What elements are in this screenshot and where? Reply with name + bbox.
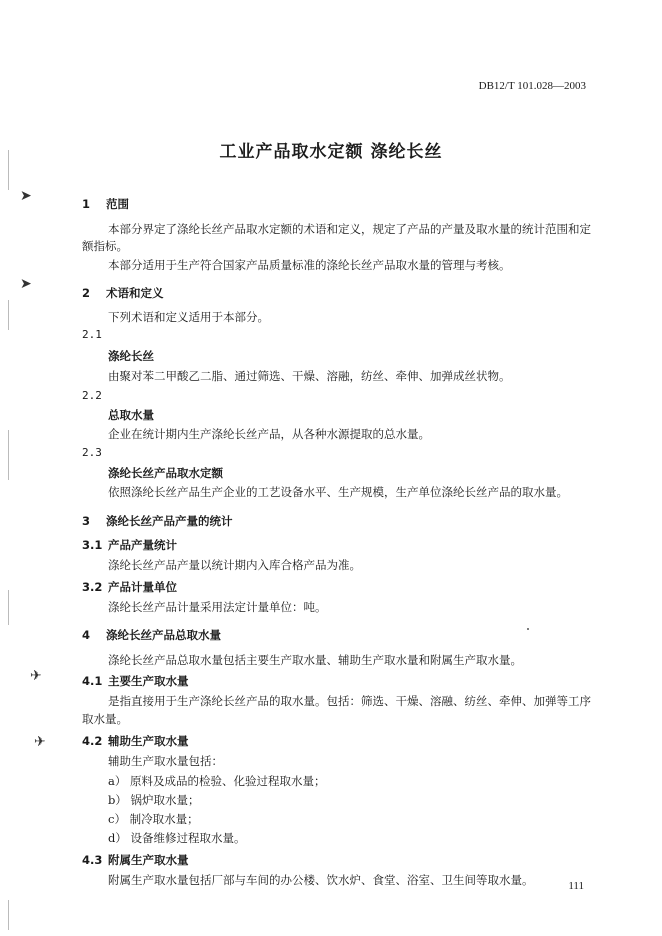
subsection-number: 2.3 [82, 446, 102, 459]
paragraph: 下列术语和定义适用于本部分。 [108, 310, 269, 324]
list-item-label: a） [108, 774, 127, 788]
section-4-heading [82, 627, 221, 643]
subsection-title: 辅助生产取水量 [108, 734, 189, 748]
section-title: 术语和定义 [106, 286, 164, 300]
paragraph-continuation: 额指标。 [82, 239, 128, 253]
scan-edge-line [8, 590, 9, 625]
term-definition: 企业在统计期内生产涤纶长丝产品，从各种水源提取的总水量。 [108, 427, 430, 441]
page-number: 111 [568, 880, 584, 892]
subsection-number: 3.2 [82, 580, 103, 594]
section-number: 3 [82, 514, 91, 528]
margin-mark-icon: ➤ [20, 188, 32, 204]
term-name: 涤纶长丝 [108, 349, 154, 363]
subsection-number: 3.1 [82, 538, 103, 552]
list-item-text: 原料及成品的检验、化验过程取水量； [130, 774, 326, 788]
speck-mark [527, 628, 529, 630]
list-item [108, 773, 326, 789]
paragraph: 本部分适用于生产符合国家产品质量标准的涤纶长丝产品取水量的管理与考核。 [108, 258, 511, 272]
margin-mark-icon: ✈ [30, 668, 42, 684]
section-1-heading [82, 196, 129, 212]
margin-mark-icon: ➤ [20, 276, 32, 292]
term-definition: 依照涤纶长丝产品生产企业的工艺设备水平、生产规模，生产单位涤纶长丝产品的取水量。 [108, 485, 568, 499]
paragraph: 涤纶长丝产品总取水量包括主要生产取水量、辅助生产取水量和附属生产取水量。 [108, 653, 522, 667]
subsection-number: 2.1 [82, 328, 102, 341]
term-name: 总取水量 [108, 408, 154, 422]
list-item [108, 830, 246, 846]
scan-edge-line [8, 430, 9, 480]
subsection-number: 2.2 [82, 389, 102, 402]
standard-number: DB12/T 101.028—2003 [478, 80, 586, 92]
section-title: 范围 [106, 197, 129, 211]
subsection-number: 4.3 [82, 853, 103, 867]
section-number: 1 [82, 197, 91, 211]
list-item [108, 811, 199, 827]
paragraph: 涤纶长丝产品产量以统计期内入库合格产品为准。 [108, 558, 361, 572]
paragraph: 附属生产取水量包括厂部与车间的办公楼、饮水炉、食堂、浴室、卫生间等取水量。 [108, 873, 534, 887]
section-number: 4 [82, 628, 91, 642]
list-item [108, 792, 200, 808]
list-item-text: 锅炉取水量； [130, 793, 200, 807]
section-3-heading [82, 513, 233, 529]
page-title: 工业产品取水定额 涤纶长丝 [219, 142, 443, 162]
subsection-heading [82, 852, 189, 868]
section-2-heading [82, 285, 164, 301]
paragraph: 涤纶长丝产品计量采用法定计量单位：吨。 [108, 600, 327, 614]
subsection-title: 产品计量单位 [108, 580, 177, 594]
subsection-heading [82, 537, 177, 553]
paragraph: 本部分界定了涤纶长丝产品取水定额的术语和定义，规定了产品的产量及取水量的统计范围和定 [108, 222, 591, 236]
subsection-number: 4.2 [82, 734, 103, 748]
term-definition: 由聚对苯二甲酸乙二脂、通过筛选、干燥、溶融，纺丝、牵伸、加弹成丝状物。 [108, 369, 511, 383]
subsection-title: 附属生产取水量 [108, 853, 189, 867]
subsection-title: 主要生产取水量 [108, 674, 189, 688]
term-name: 涤纶长丝产品取水定额 [108, 466, 223, 480]
scan-edge-line [8, 900, 9, 930]
list-item-text: 设备维修过程取水量。 [130, 831, 246, 845]
subsection-heading [82, 733, 189, 749]
subsection-heading [82, 673, 189, 689]
paragraph-continuation: 取水量。 [82, 712, 128, 726]
list-item-label: b） [108, 793, 127, 807]
section-number: 2 [82, 286, 91, 300]
subsection-title: 产品产量统计 [108, 538, 177, 552]
paragraph: 是指直接用于生产涤纶长丝产品的取水量。包括：筛选、干燥、溶融、纺丝、牵伸、加弹等工序 [108, 694, 591, 708]
subsection-heading [82, 579, 177, 595]
list-item-text: 制冷取水量； [129, 812, 199, 826]
margin-mark-icon: ✈ [34, 734, 46, 750]
list-item-label: d） [108, 831, 127, 845]
section-title: 涤纶长丝产品产量的统计 [106, 514, 233, 528]
scan-edge-line [8, 300, 9, 330]
list-item-label: c） [108, 812, 126, 826]
section-title: 涤纶长丝产品总取水量 [106, 628, 221, 642]
paragraph: 辅助生产取水量包括： [108, 754, 223, 768]
subsection-number: 4.1 [82, 674, 103, 688]
